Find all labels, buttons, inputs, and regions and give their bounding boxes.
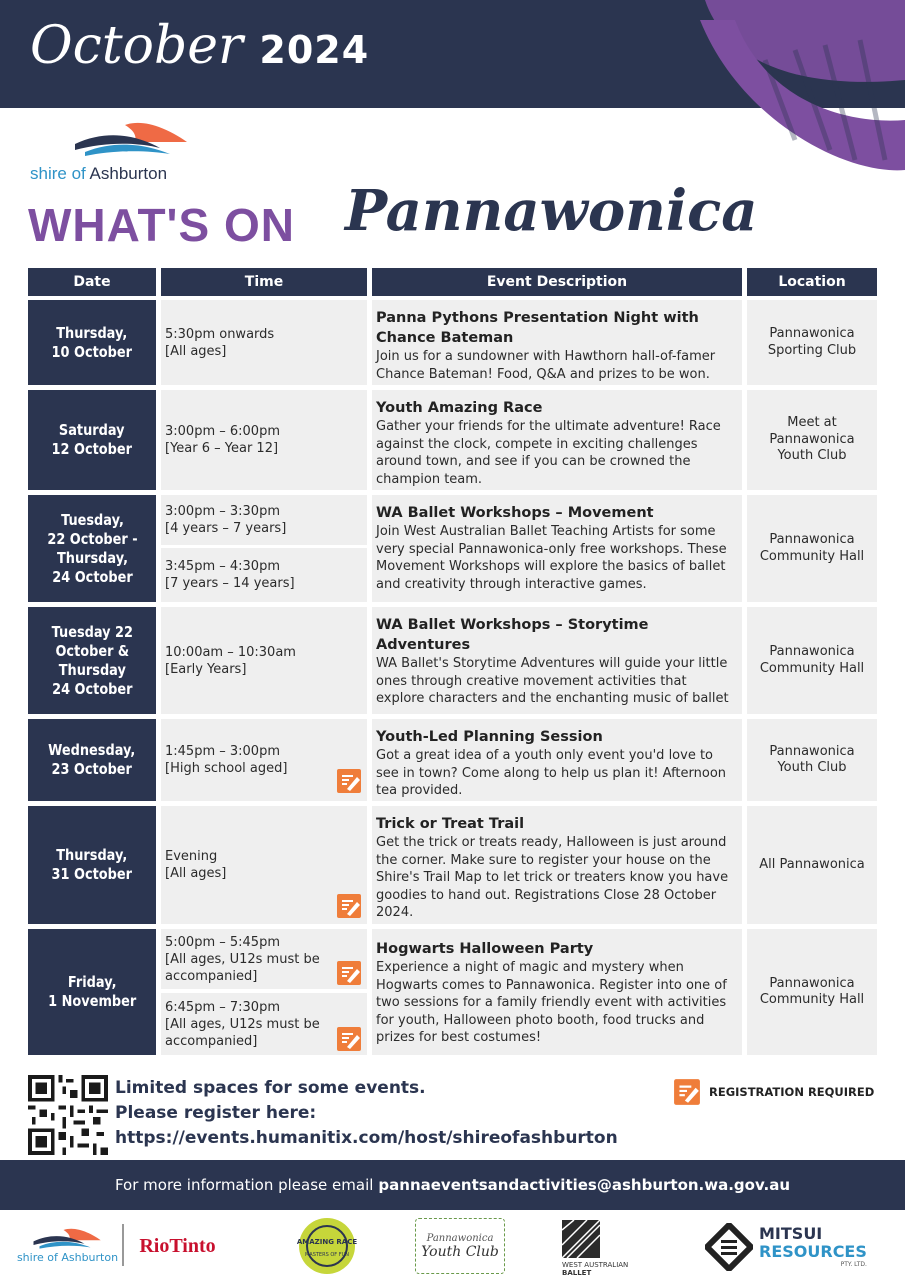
event-date-text: Tuesday 22 October & Thursday 24 October xyxy=(51,622,133,698)
time-range: 6:45pm – 7:30pm xyxy=(165,999,280,1015)
event-title: Trick or Treat Trail xyxy=(376,816,525,832)
event-title: Youth-Led Planning Session xyxy=(376,729,603,745)
event-date-text: Saturday 12 October xyxy=(51,421,133,458)
event-time xyxy=(161,300,367,385)
youth-club-top: Pannawonica xyxy=(426,1232,494,1244)
registration-required-icon xyxy=(336,893,362,919)
event-body: Join West Australian Ballet Teaching Artists for some very special Pannawonica-only free workshops. These Movement Workshops will explore the basics of ballet and creativity through interactive games. xyxy=(376,524,727,592)
event-body: Experience a night of magic and mystery when Hogwarts comes to Pannawonica. Register into one of two sessions for a family friendly event with activities for youth, Halloween photo booth, food trucks and prizes for best costumes! xyxy=(376,960,727,1045)
whats-on-heading: WHAT'S ON xyxy=(28,199,295,251)
event-description xyxy=(372,929,742,1055)
time-audience: [4 years – 7 years] xyxy=(165,521,287,536)
registration-info xyxy=(115,1076,618,1151)
registration-link[interactable]: https://events.humanitix.com/host/shireofashburton xyxy=(115,1128,618,1148)
mitsui-text-1: MITSUI xyxy=(759,1224,823,1243)
footer-text: For more information please email xyxy=(114,1176,374,1194)
event-description xyxy=(372,719,742,801)
registration-required-icon xyxy=(336,1026,362,1052)
time-audience: [All ages] xyxy=(165,866,227,881)
ballet-text-1: WEST AUSTRALIAN xyxy=(562,1260,629,1269)
event-location: Pannawonica Youth Club xyxy=(747,719,877,801)
logo-text xyxy=(30,164,167,184)
qr-code[interactable] xyxy=(28,1075,108,1155)
wa-ballet-logo xyxy=(562,1218,657,1278)
event-body: WA Ballet's Storytime Adventures will guide your little ones through creative movement activities that explore characters and the enchanting music of ballet xyxy=(376,656,729,706)
event-time xyxy=(161,390,367,490)
race-logo-subtext: MASTERS OF FUN xyxy=(304,1252,350,1258)
event-date-text: Thursday, 10 October xyxy=(51,323,133,361)
mitsui-diamond-icon xyxy=(705,1223,753,1271)
event-title: Hogwarts Halloween Party xyxy=(376,941,594,957)
event-description xyxy=(372,300,742,385)
registration-required-icon xyxy=(673,1078,701,1106)
sponsor-strip xyxy=(0,1212,905,1280)
registration-required-icon xyxy=(336,768,362,794)
column-header-date: Date xyxy=(28,268,156,296)
logo-name: Ashburton xyxy=(89,164,168,183)
time-range: 1:45pm – 3:00pm xyxy=(165,744,280,759)
time-range: 3:45pm – 4:30pm xyxy=(165,559,280,574)
ballet-text-2: BALLET xyxy=(562,1268,592,1277)
event-date xyxy=(28,390,156,490)
event-location: Pannawonica Community Hall xyxy=(747,929,877,1055)
time-range: 5:00pm – 5:45pm xyxy=(165,934,280,950)
time-range: 10:00am – 10:30am xyxy=(165,644,296,660)
footer-email-link[interactable]: pannaeventsandactivities@ashburton.wa.gov.au xyxy=(378,1176,791,1194)
column-header-location: Location xyxy=(747,268,877,296)
event-body: Gather your friends for the ultimate adventure! Race against the clock, compete in exciting challenges around town, and see if you can be crowned the champion team. xyxy=(376,419,721,487)
event-description xyxy=(372,607,742,714)
time-audience: [All ages, U12s must be accompanied] xyxy=(165,951,320,984)
event-location: Pannawonica Community Hall xyxy=(747,495,877,602)
event-location: Meet at Pannawonica Youth Club xyxy=(747,390,877,490)
mitsui-logo xyxy=(705,1220,880,1274)
registration-line-1: Limited spaces for some events. xyxy=(115,1078,426,1098)
time-audience: [Year 6 – Year 12] xyxy=(165,441,279,456)
time-audience: [All ages] xyxy=(165,343,227,359)
time-range: 5:30pm onwards xyxy=(165,326,275,342)
column-header-time: Time xyxy=(161,268,367,296)
registration-required-icon xyxy=(336,960,362,986)
time-audience: [All ages, U12s must be accompanied] xyxy=(165,1016,320,1049)
time-audience: [7 years – 14 years] xyxy=(165,576,295,591)
purple-brush-decoration xyxy=(645,0,905,175)
youth-club-name: Youth Club xyxy=(421,1243,499,1260)
event-title: Panna Pythons Presentation Night with Chance Bateman xyxy=(376,310,699,346)
month-label: October xyxy=(30,16,243,76)
amazing-race-logo xyxy=(297,1216,357,1276)
event-date-text: Friday, 1 November xyxy=(47,973,137,1010)
event-date-text: Wednesday, 23 October xyxy=(48,741,136,778)
ballet-pattern-icon xyxy=(562,1220,600,1258)
logo-prefix: shire of xyxy=(30,164,86,183)
event-date xyxy=(28,495,156,602)
wave-logo-icon xyxy=(33,1227,103,1251)
event-time xyxy=(161,495,367,545)
footer-bar xyxy=(0,1160,905,1210)
shire-sponsor-text: shire of Ashburton xyxy=(16,1250,119,1264)
registration-line-2: Please register here: xyxy=(115,1103,317,1123)
time-range: Evening xyxy=(165,849,218,864)
column-header-description: Event Description xyxy=(372,268,742,296)
time-range: 3:00pm – 3:30pm xyxy=(165,504,280,519)
wave-logo-icon xyxy=(75,120,190,160)
year-label: 2024 xyxy=(259,28,370,72)
event-body: Get the trick or treats ready, Halloween is just around the corner. Make sure to register your house on the Shire's Trail Map to let trick or treaters know you have goodies to hand out. Registrations Close 28 October 2024. xyxy=(376,835,729,920)
event-date xyxy=(28,607,156,714)
riotinto-logo: RioTinto xyxy=(139,1234,216,1257)
month-title xyxy=(30,16,369,76)
registration-legend xyxy=(673,1078,874,1106)
event-date xyxy=(28,929,156,1055)
event-time xyxy=(161,548,367,602)
event-description xyxy=(372,390,742,490)
youth-club-logo xyxy=(415,1218,505,1274)
event-date-text: Thursday, 31 October xyxy=(51,846,133,883)
event-date xyxy=(28,719,156,801)
event-date xyxy=(28,300,156,385)
event-description xyxy=(372,495,742,602)
event-time xyxy=(161,607,367,714)
event-location: Pannawonica Sporting Club xyxy=(747,300,877,385)
event-location: Pannawonica Community Hall xyxy=(747,607,877,714)
event-date xyxy=(28,806,156,924)
event-title: Youth Amazing Race xyxy=(376,400,543,416)
shire-sponsor-logo xyxy=(15,1220,120,1270)
event-date-text: Tuesday, 22 October - Thursday, 24 October xyxy=(46,510,138,586)
event-description xyxy=(372,806,742,924)
event-location: All Pannawonica xyxy=(747,806,877,924)
time-audience: [High school aged] xyxy=(165,761,288,776)
event-title: WA Ballet Workshops – Storytime Adventures xyxy=(376,617,649,653)
mitsui-text-3: PTY. LTD. xyxy=(840,1261,867,1268)
mitsui-text-2: RESOURCES xyxy=(759,1242,867,1261)
time-audience: [Early Years] xyxy=(165,661,247,677)
sponsor-divider xyxy=(122,1224,124,1266)
shire-logo xyxy=(30,120,200,188)
time-range: 3:00pm – 6:00pm xyxy=(165,424,280,439)
event-body: Join us for a sundowner with Hawthorn hall-of-famer Chance Bateman! Food, Q&A and prizes to be won. xyxy=(376,349,716,382)
event-title: WA Ballet Workshops – Movement xyxy=(376,505,654,521)
registration-legend-label: REGISTRATION REQUIRED xyxy=(709,1085,875,1099)
event-body: Got a great idea of a youth only event you'd love to see in town? Come along to help us plan it! Afternoon tea provided. xyxy=(376,748,727,798)
race-logo-text: AMAZING RACE xyxy=(297,1238,357,1246)
town-heading: Pannawonica xyxy=(345,178,758,244)
